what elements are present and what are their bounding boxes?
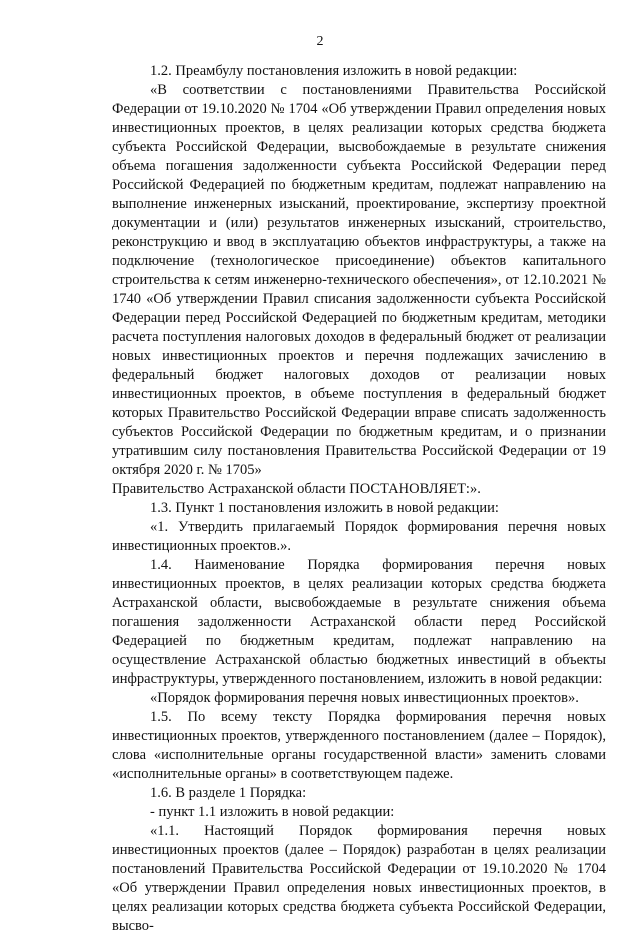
paragraph: Правительство Астраханской области ПОСТАНОВЛЯЕТ:». [112, 481, 481, 497]
paragraph: «Порядок формирования перечня новых инвестиционных проектов». [150, 690, 579, 706]
paragraph: «В соответствии с постановлениями Правительства Российской Федерации от 19.10.2020 № 1704 «Об утверждении Правил определения новых инвестиционных проектов, в целях реализации которых средства бюджета субъекта Российской Федерации, высвобождаемые в результате снижения объема погашения задолженности субъекта Российской Федерации перед Российской Федерацией по бюджетным кредитам, подлежат направлению на выполнение инженерных изысканий, проектирование, экспертизу проектной документации и (или) результатов инженерных изысканий, строительство, реконструкцию и ввод в эксплуатацию объектов инфраструктуры, а также на подключение (технологическое присоединение) объектов капитального строительства к сетям инженерно-технического обеспечения», от 12.10.2021 № 1740 «Об утверждении Правил списания задолженности субъекта Российской Федерации перед Российской Федерацией по бюджетным кредитам, методики расчета поступления налоговых доходов в федеральный бюджет от реализации новых инвестиционных проектов и перечня подлежащих зачислению в федеральный бюджет налоговых доходов от реализации новых инвестиционных проектов, в объеме поступления в федеральный бюджет которых Правительство Российской Федерации вправе списать задолженность субъектов Российской Федерации по бюджетным кредитам, и о признании утратившим силу постановления Правительства Российской Федерации от 19 октября 2020 г. № 1705» [112, 82, 606, 478]
paragraph: 1.6. В разделе 1 Порядка: [150, 785, 307, 801]
paragraph: 1.2. Преамбулу постановления изложить в новой редакции: [150, 63, 518, 79]
paragraph: - пункт 1.1 изложить в новой редакции: [150, 804, 395, 820]
paragraph: «1. Утвердить прилагаемый Порядок формирования перечня новых инвестиционных проектов.». [112, 519, 606, 554]
paragraph: «1.1. Настоящий Порядок формирования перечня новых инвестиционных проектов (далее – Порядок) разработан в целях реализации постановлений Правительства Российской Федерации от 19.10.2020 № 1704 «Об утверждении Правил определения новых инвестиционных проектов, в целях реализации которых средства бюджета субъекта Российской Федерации, высво- [112, 823, 606, 934]
paragraph: 1.4. Наименование Порядка формирования перечня новых инвестиционных проектов, в целях реализации которых средства бюджета Астраханской области, высвобождаемые в результате снижения объема погашения задолженности Астраханской области перед Российской Федерацией по бюджетным кредитам, подлежат направлению на осуществление Астраханской областью бюджетных инвестиций в объекты инфраструктуры, утвержденного постановлением, изложить в новой редакции: [112, 557, 606, 687]
paragraph: 1.5. По всему тексту Порядка формирования перечня новых инвестиционных проектов, утвержденного постановлением (далее – Порядок), слова «исполнительные органы государственной власти» заменить словами «исполнительные органы» в соответствующем падеже. [112, 709, 606, 782]
paragraph: 1.3. Пункт 1 постановления изложить в новой редакции: [150, 500, 499, 516]
document-body [112, 62, 606, 936]
page-number: 2 [316, 34, 324, 49]
